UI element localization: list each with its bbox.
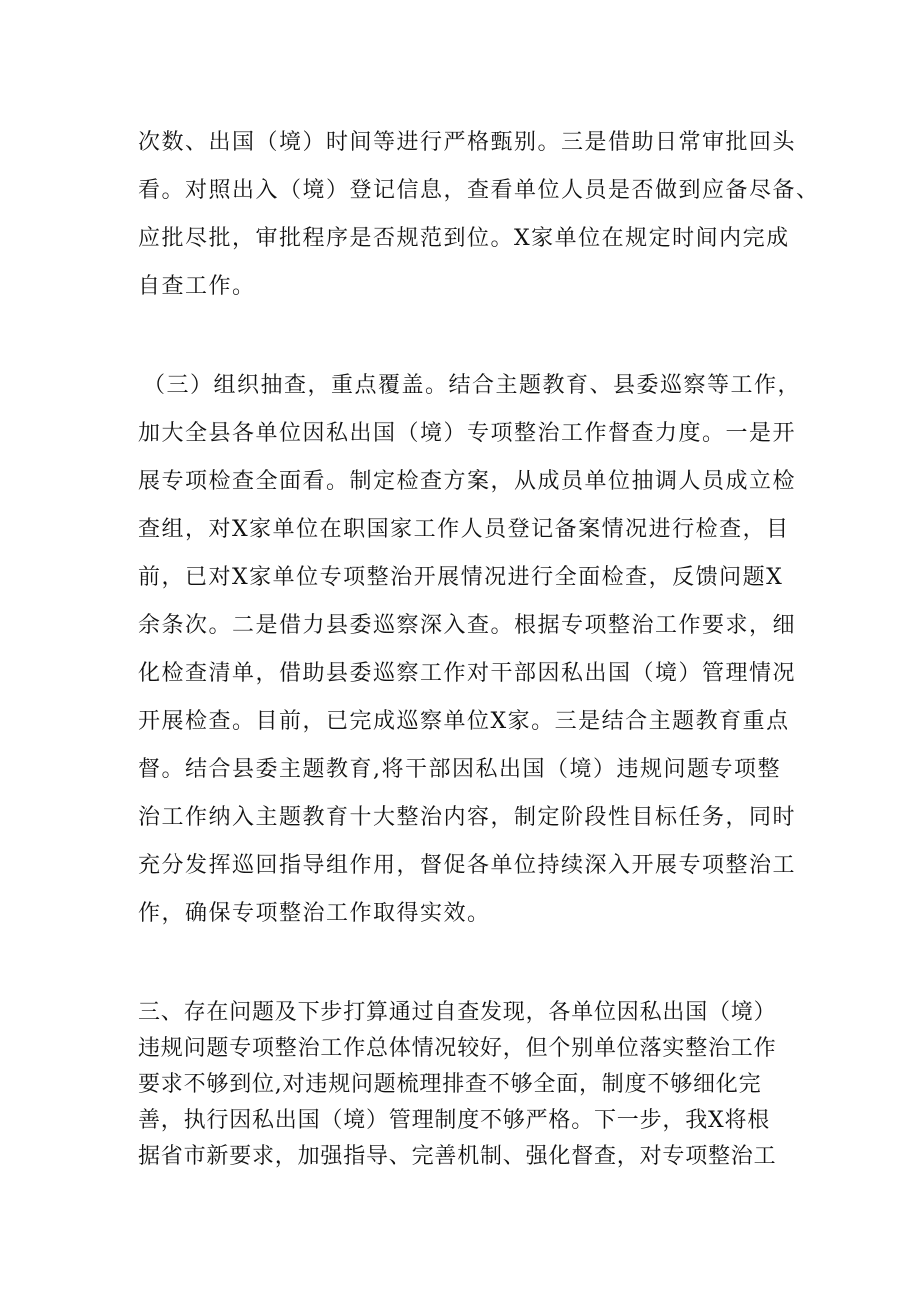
text-line: 查组，对X家单位在职国家工作人员登记备案情况进行检查，目 [138,517,790,542]
text-line: 三、存在问题及下步打算通过自查发现，各单位因私出国（境） [138,1000,777,1025]
text-line: 次数、出国（境）时间等进行严格甄别。三是借助日常审批回头 [138,130,797,155]
text-line: 化检查清单，借助县委巡察工作对干部因私出国（境）管理情况 [138,661,797,686]
text-line: 余条次。二是借力县委巡察深入查。根据专项整治工作要求，细 [138,613,797,638]
text-line: 应批尽批，审批程序是否规范到位。X家单位在规定时间内完成 [138,226,790,251]
text-line: 据省市新要求，加强指导、完善机制、强化督查，对专项整治工 [138,1144,777,1169]
text-line: （三）组织抽查，重点覆盖。结合主题教育、县委巡察等工作， [143,373,802,398]
text-line: 违规问题专项整治工作总体情况较好，但个别单位落实整治工作 [138,1036,777,1061]
text-line: 看。对照出入（境）登记信息，查看单位人员是否做到应备尽备、 [138,178,820,203]
text-line: 加大全县各单位因私出国（境）专项整治工作督查力度。一是开 [138,421,797,446]
text-line: 前，已对X家单位专项整治开展情况进行全面检查，反馈问题X [138,565,784,590]
text-line: 督。结合县委主题教育,将干部因私出国（境）违规问题专项整 [138,757,781,782]
text-line: 治工作纳入主题教育十大整治内容，制定阶段性目标任务，同时 [138,805,797,830]
text-line: 自查工作。 [138,274,256,299]
text-line: 作，确保专项整治工作取得实效。 [138,901,491,926]
text-line: 展专项检查全面看。制定检查方案，从成员单位抽调人员成立检 [138,469,797,494]
text-line: 开展检查。目前，已完成巡察单位X家。三是结合主题教育重点 [138,709,790,734]
text-line: 善，执行因私出国（境）管理制度不够严格。下一步，我X将根 [138,1108,771,1133]
text-line: 充分发挥巡回指导组作用，督促各单位持续深入开展专项整治工 [138,853,797,878]
text-line: 要求不够到位,对违规问题梳理排查不够全面，制度不够细化完 [138,1072,762,1097]
